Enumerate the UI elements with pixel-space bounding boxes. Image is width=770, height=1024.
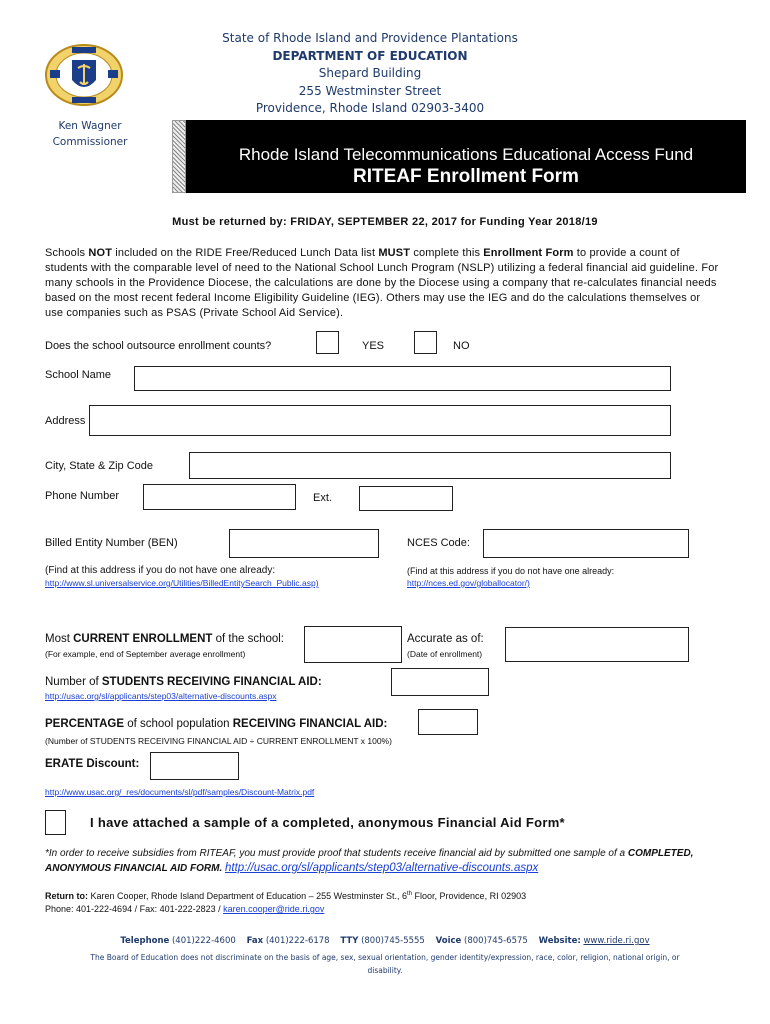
street-address: 255 Westminster Street [298,83,442,98]
city-label: City, State & Zip Code [45,460,154,472]
ext-field[interactable] [359,486,453,511]
building-name: Shepard Building [318,66,422,80]
ben-link[interactable]: http://www.sl.universalservice.org/Utilities/BilledEntitySearch_Public.asp) [45,578,319,588]
department-name: DEPARTMENT OF EDUCATION [272,48,468,63]
intro-enrollment-form: Enrollment Form [483,247,574,259]
accurate-note: (Date of enrollment) [407,649,483,659]
enrollment-field[interactable] [304,626,402,663]
address-label: Address [45,415,86,427]
intro-text: to provide a count of students with the comparable level of need to the National School Lunch Program (NSLP) utilizing a federal financial aid guideline. For many schools in the Providence Diocese, the calculations are done by the Diocese using a company that re-calculates financial needs based on the most recent federal Income Eligibility Guideline (IEG). Others may use the IEG and do the calculations themselves or use companies such as PSAS (Private School Aid Service). [45,247,719,319]
nces-label: NCES Code: [407,537,470,549]
aid-label [45,676,322,688]
city-address: Providence, Rhode Island 02903-3400 [255,101,485,115]
attached-label: I have attached a sample of a completed, anonymous Financial Aid Form* [90,815,565,830]
intro-text: included on the RIDE Free/Reduced Lunch Data list [112,247,379,259]
footer-disclaimer-line2: disability. [367,966,403,975]
commissioner-block [40,118,140,150]
return-to-label: Return to: [45,891,88,901]
percentage-note: (Number of STUDENTS RECEIVING FINANCIAL AID ÷ CURRENT ENROLLMENT x 100%) [45,736,392,746]
title-banner [186,120,746,193]
state-name: State of Rhode Island and Providence Plantations [222,31,518,45]
nces-note: (Find at this address if you do not have one already: [407,566,615,576]
ben-note: (Find at this address if you do not have one already: [45,565,276,576]
aid-field[interactable] [391,668,489,696]
banner-subtitle: Rhode Island Telecommunications Educational Access Fund [238,145,694,164]
intro-paragraph [45,246,720,321]
footer-voice: (800)745-6575 [464,936,528,946]
percentage-label-mid: of school population [124,718,233,730]
accurate-label: Accurate as of: [407,633,484,645]
footer-voice-label: Voice [435,936,462,946]
school-name-label: School Name [45,369,112,381]
phone-label: Phone Number [45,490,119,502]
footnote [45,846,735,876]
enrollment-label-pre: Most [45,633,74,645]
aid-label-pre: Number of [45,676,102,688]
banner-title: RITEAF Enrollment Form [353,166,579,187]
footer-contacts [0,936,770,946]
ben-label: Billed Entity Number (BEN) [45,537,178,549]
school-name-field[interactable] [134,366,671,391]
footnote-text: *In order to receive subsidies from RITEAF, you must provide proof that students receive financial aid by submitted one sample of a [45,848,628,859]
erate-link[interactable]: http://www.usac.org/_res/documents/sl/pdf/samples/Discount-Matrix.pdf [45,787,315,797]
footnote-link[interactable]: http://usac.org/sl/applicants/step03/alternative-discounts.aspx [225,862,539,874]
return-to-text: Floor, Providence, RI 02903 [412,891,527,901]
footnote-bold: COMPLETED, ANONYMOUS FINANCIAL AID FORM. [45,848,694,874]
deadline: Must be returned by: FRIDAY, SEPTEMBER 22, 2017 for Funding Year 2018/19 [172,216,598,228]
intro-text: Schools [45,247,89,259]
erate-field[interactable] [150,752,239,780]
address-field[interactable] [89,405,671,436]
erate-label: ERATE Discount: [45,758,140,770]
percentage-label [45,718,387,730]
footer-tel-label: Telephone [120,936,170,946]
nces-link[interactable]: http://nces.ed.gov/globallocator/) [407,578,530,588]
banner-pattern [172,120,186,193]
return-to-sup: th [407,891,413,897]
footer-fax-label: Fax [246,936,264,946]
ext-label: Ext. [313,492,332,504]
footer-disclaimer [0,951,770,977]
nces-field[interactable] [483,529,689,558]
footer-website-link[interactable]: www.ride.ri.gov [583,936,650,946]
percentage-label-bold2: RECEIVING FINANCIAL AID: [232,718,388,730]
commissioner-name: Ken Wagner [58,120,122,132]
rhode-island-seal-icon [42,42,126,108]
return-to-text: Karen Cooper, Rhode Island Department of Education – 255 Westminster St., 6 [88,891,408,901]
outsource-question: Does the school outsource enrollment counts? [45,340,272,352]
outsource-yes-checkbox[interactable] [316,331,339,354]
outsource-yes-label: YES [362,340,385,352]
footer-tty: (800)745-5555 [361,936,425,946]
outsource-no-checkbox[interactable] [414,331,437,354]
footer-fax: (401)222-6178 [265,936,330,946]
intro-not: NOT [88,247,113,259]
letterhead [170,30,570,118]
footer-disclaimer-line1: The Board of Education does not discriminate on the basis of age, sex, sexual orientation, gender identity/expression, race, color, religion, national origin, or [90,953,680,962]
footer-tel: (401)222-4600 [171,936,236,946]
attached-checkbox[interactable] [45,810,66,835]
commissioner-title: Commissioner [52,136,128,148]
outsource-no-label: NO [453,340,470,352]
return-to-phone-fax: Phone: 401-222-4694 / Fax: 401-222-2823 / [45,904,224,914]
intro-text: complete this [410,247,484,259]
percentage-label-bold: PERCENTAGE [45,718,125,730]
enrollment-note: (For example, end of September average enrollment) [45,649,246,659]
return-to-email[interactable]: karen.cooper@ride.ri.gov [223,904,325,914]
aid-label-bold: STUDENTS RECEIVING FINANCIAL AID: [101,676,322,688]
percentage-field[interactable] [418,709,478,735]
aid-link[interactable]: http://usac.org/sl/applicants/step03/alternative-discounts.aspx [45,691,277,701]
footer-web-label: Website: [538,936,581,946]
accurate-date-field[interactable] [505,627,689,662]
phone-field[interactable] [143,484,296,510]
enrollment-label [45,633,284,645]
ben-field[interactable] [229,529,379,558]
return-to [45,888,526,916]
enrollment-label-bold: CURRENT ENROLLMENT [73,633,213,645]
city-field[interactable] [189,452,671,479]
intro-must: MUST [378,247,411,259]
footer-tty-label: TTY [340,936,359,946]
enrollment-label-post: of the school: [212,633,285,645]
